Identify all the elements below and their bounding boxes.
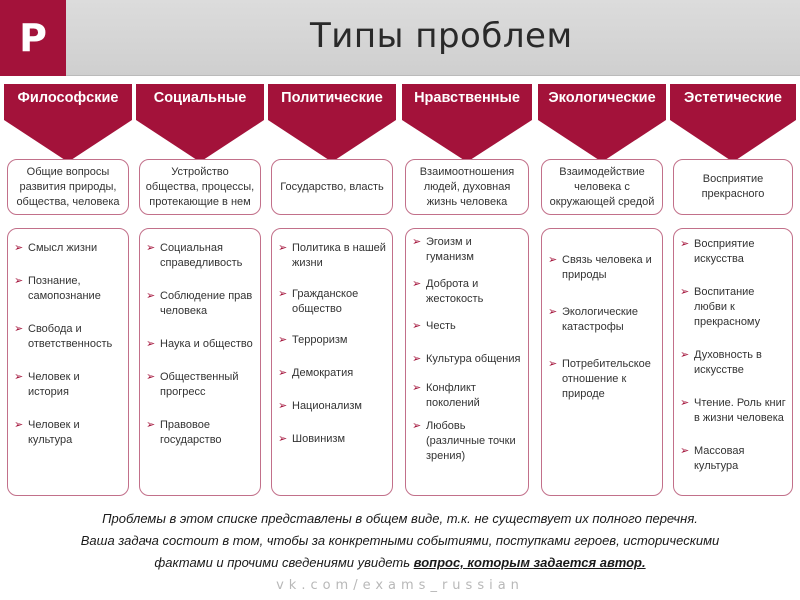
footer-line-3 bbox=[0, 552, 800, 574]
list-item: ➢ Демократия bbox=[278, 367, 354, 379]
column-banner bbox=[136, 84, 264, 164]
column-list bbox=[541, 228, 663, 496]
list-item: ➢ Любовь (различные точки зрения) bbox=[412, 420, 516, 462]
list-item: ➢ Гражданское общество bbox=[278, 288, 359, 315]
column-banner bbox=[538, 84, 666, 164]
list-item: ➢ Воспитание любви к прекрасному bbox=[680, 286, 761, 328]
column-social bbox=[136, 84, 264, 446]
column-list bbox=[673, 228, 793, 496]
column-aesthetic bbox=[670, 84, 796, 472]
arrow-bullet-icon: ➢ bbox=[146, 242, 156, 254]
watermark: vk.com/exams_russian bbox=[276, 578, 524, 593]
list-item: ➢ Национализм bbox=[278, 400, 362, 412]
column-label: Эстетические bbox=[684, 90, 782, 106]
list-item: ➢ Человек и культура bbox=[14, 419, 80, 446]
list-item: ➢ Правовое государство bbox=[146, 419, 222, 446]
column-description: Взаимодействие человека с окружающей средой bbox=[541, 159, 663, 215]
arrow-bullet-icon: ➢ bbox=[14, 419, 24, 431]
arrow-bullet-icon: ➢ bbox=[14, 242, 24, 254]
list-item: ➢ Наука и общество bbox=[146, 338, 253, 350]
list-item: ➢ Связь человека и природы bbox=[548, 254, 652, 281]
arrow-bullet-icon: ➢ bbox=[14, 275, 24, 287]
column-ecological bbox=[538, 84, 666, 400]
column-list bbox=[7, 228, 129, 496]
list-item: ➢ Человек и история bbox=[14, 371, 80, 398]
list-item: ➢ Социальная справедливость bbox=[146, 242, 243, 269]
arrow-bullet-icon: ➢ bbox=[548, 306, 558, 318]
list-item: ➢ Терроризм bbox=[278, 334, 348, 346]
arrow-bullet-icon: ➢ bbox=[548, 358, 558, 370]
arrow-bullet-icon: ➢ bbox=[412, 320, 422, 332]
arrow-bullet-icon: ➢ bbox=[278, 433, 288, 445]
arrow-bullet-icon: ➢ bbox=[146, 290, 156, 302]
arrow-bullet-icon: ➢ bbox=[412, 382, 422, 394]
arrow-bullet-icon: ➢ bbox=[146, 419, 156, 431]
list-item: ➢ Экологические катастрофы bbox=[548, 306, 638, 333]
arrow-bullet-icon: ➢ bbox=[412, 278, 422, 290]
list-item: ➢ Массовая культура bbox=[680, 445, 745, 472]
column-label: Экологические bbox=[548, 90, 656, 106]
column-moral bbox=[402, 84, 532, 462]
arrow-bullet-icon: ➢ bbox=[680, 286, 690, 298]
arrow-bullet-icon: ➢ bbox=[278, 242, 288, 254]
list-item: ➢ Свобода и ответственность bbox=[14, 323, 113, 350]
arrow-bullet-icon: ➢ bbox=[680, 445, 690, 457]
arrow-bullet-icon: ➢ bbox=[278, 400, 288, 412]
column-philosophical bbox=[4, 84, 132, 446]
list-item: ➢ Культура общения bbox=[412, 353, 521, 365]
list-item: ➢ Шовинизм bbox=[278, 433, 346, 445]
arrow-bullet-icon: ➢ bbox=[278, 367, 288, 379]
column-banner bbox=[402, 84, 532, 164]
arrow-bullet-icon: ➢ bbox=[278, 288, 288, 300]
column-label: Философские bbox=[17, 90, 119, 106]
list-item: ➢ Конфликт поколений bbox=[412, 382, 480, 409]
arrow-bullet-icon: ➢ bbox=[412, 353, 422, 365]
column-label: Социальные bbox=[153, 90, 247, 106]
column-list bbox=[139, 228, 261, 496]
list-item: ➢ Соблюдение прав человека bbox=[146, 290, 253, 317]
arrow-bullet-icon: ➢ bbox=[14, 371, 24, 383]
column-banner bbox=[4, 84, 132, 164]
arrow-bullet-icon: ➢ bbox=[680, 397, 690, 409]
column-label: Политические bbox=[281, 90, 383, 106]
footer-line-3-start: фактами и прочими сведениями увидеть bbox=[154, 555, 414, 570]
column-description: Общие вопросы развития природы, общества, человека bbox=[7, 159, 129, 215]
list-item: ➢ Честь bbox=[412, 320, 456, 332]
arrow-bullet-icon: ➢ bbox=[412, 420, 422, 432]
page-title: Типы проблем bbox=[310, 16, 573, 56]
footer-line-2: Ваша задача состоит в том, чтобы за конкретными событиями, поступками героев, историческими bbox=[80, 533, 720, 548]
column-list bbox=[405, 228, 529, 496]
column-banner bbox=[268, 84, 396, 164]
arrow-bullet-icon: ➢ bbox=[14, 323, 24, 335]
list-item: ➢ Чтение. Роль книг в жизни человека bbox=[680, 397, 786, 424]
list-item: ➢ Познание, самопознание bbox=[14, 275, 101, 302]
list-item: ➢ Смысл жизни bbox=[14, 242, 98, 254]
column-political bbox=[268, 84, 396, 445]
arrow-bullet-icon: ➢ bbox=[146, 371, 156, 383]
footer-line-1: Проблемы в этом списке представлены в общем виде, т.к. не существует их полного перечня. bbox=[102, 511, 698, 526]
column-description: Устройство общества, процессы, протекающие в нем bbox=[139, 159, 261, 215]
arrow-bullet-icon: ➢ bbox=[680, 238, 690, 250]
list-item: ➢ Доброта и жестокость bbox=[412, 278, 484, 305]
arrow-bullet-icon: ➢ bbox=[680, 349, 690, 361]
footer-emphasis: вопрос, которым задается автор. bbox=[413, 555, 646, 570]
footer-note bbox=[0, 508, 800, 574]
logo: Р bbox=[0, 0, 66, 76]
list-item: ➢ Восприятие искусства bbox=[680, 238, 755, 265]
arrow-bullet-icon: ➢ bbox=[548, 254, 558, 266]
column-description: Восприятие прекрасного bbox=[673, 159, 793, 215]
header-bar bbox=[0, 0, 800, 76]
arrow-bullet-icon: ➢ bbox=[278, 334, 288, 346]
column-description: Государство, власть bbox=[271, 159, 393, 215]
list-item: ➢ Потребительское отношение к природе bbox=[548, 358, 651, 400]
list-item: ➢ Общественный прогресс bbox=[146, 371, 239, 398]
column-label: Нравственные bbox=[414, 90, 520, 106]
list-item: ➢ Духовность в искусстве bbox=[680, 349, 762, 376]
arrow-bullet-icon: ➢ bbox=[412, 236, 422, 248]
column-description: Взаимоотношения людей, духовная жизнь человека bbox=[405, 159, 529, 215]
list-item: ➢ Политика в нашей жизни bbox=[278, 242, 386, 269]
column-list bbox=[271, 228, 393, 496]
list-item: ➢ Эгоизм и гуманизм bbox=[412, 236, 474, 263]
arrow-bullet-icon: ➢ bbox=[146, 338, 156, 350]
column-banner bbox=[670, 84, 796, 164]
